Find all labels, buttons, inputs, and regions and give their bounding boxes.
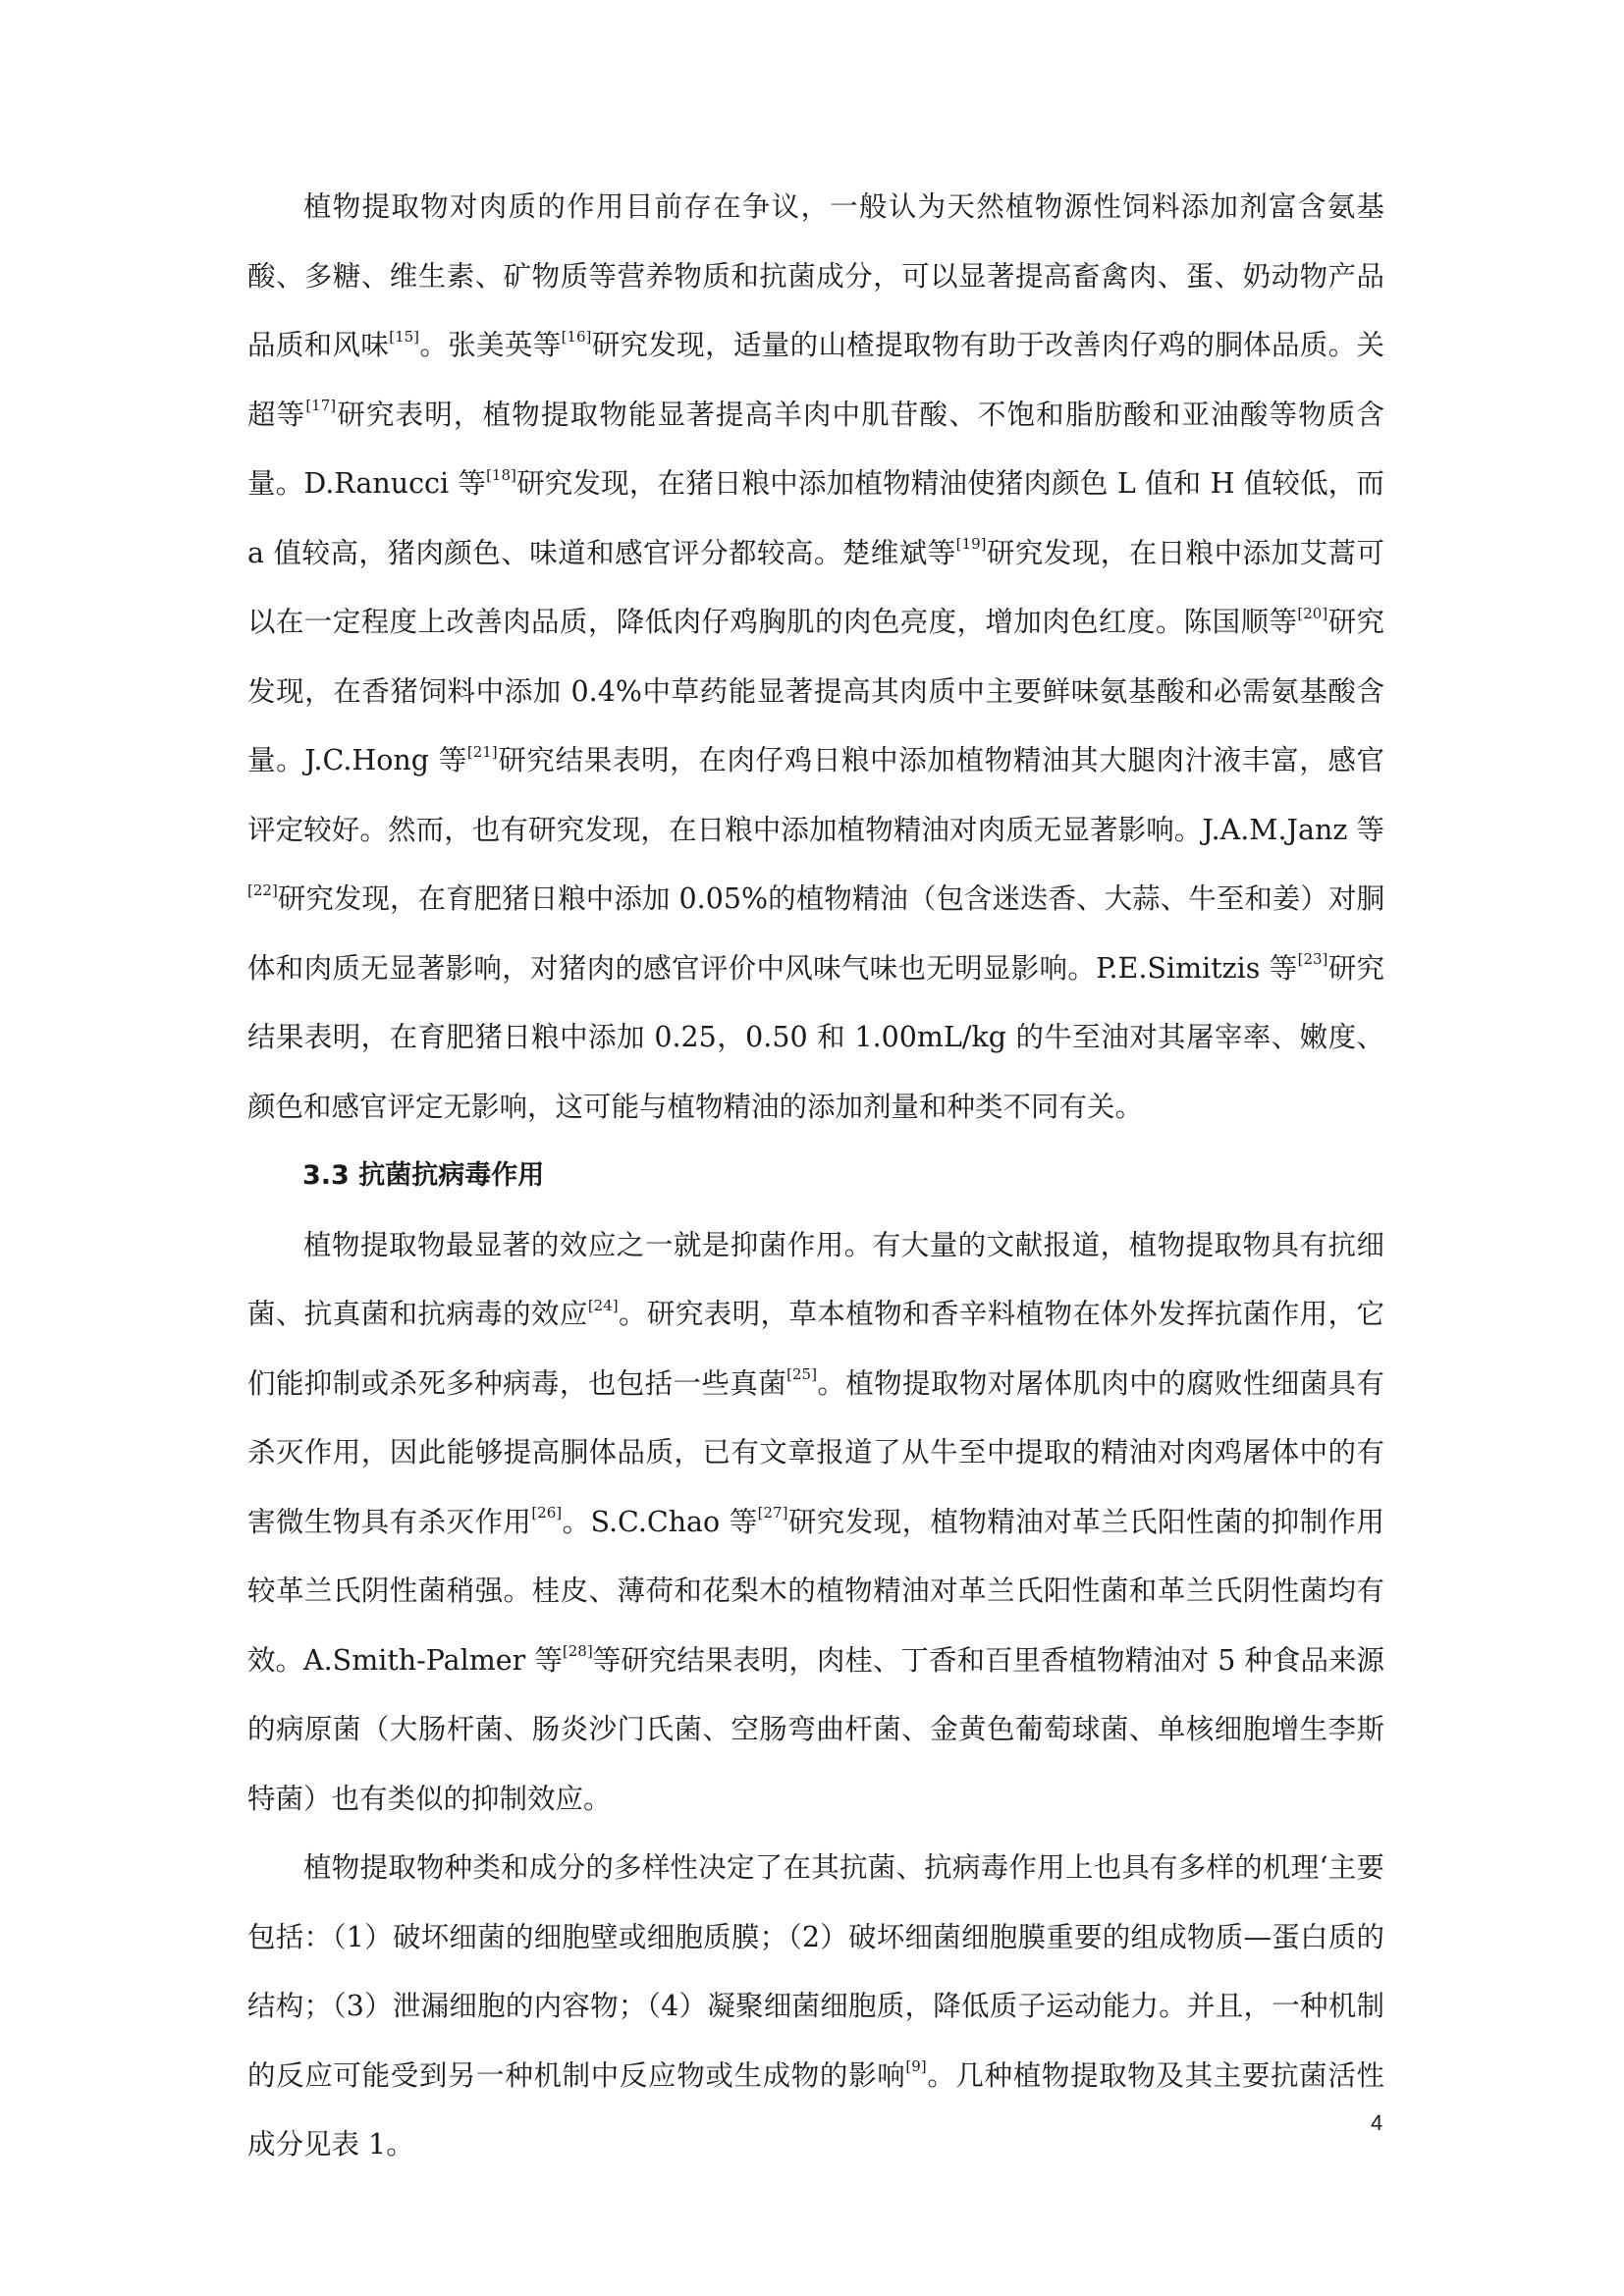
- text-run: 。S.C.Chao 等: [562, 1505, 758, 1538]
- text-run: 研究结果表明，在育肥猪日粮中添加 0.25，0.50 和 1.00mL/kg 的牛至油对其屠宰率、嫩度、颜色和感官评定无影响，这可能与植物精油的添加剂量和种类不同有关。: [247, 951, 1384, 1123]
- citation-ref: [9]: [905, 2057, 927, 2075]
- citation-ref: [18]: [486, 465, 516, 484]
- text-run: 研究发现，适量的山楂提取物有助于改善肉仔鸡的胴体品质。关超等: [247, 329, 1384, 431]
- document-body: [247, 173, 1384, 2180]
- citation-ref: [25]: [786, 1365, 817, 1383]
- text-run: 研究发现，在育肥猪日粮中添加 0.05%的植物精油（包含迷迭香、大蒜、牛至和姜）对胴体和肉质无显著影响，对猪肉的感官评价中风味气味也无明显影响。P.E.Simitzis 等: [247, 882, 1384, 985]
- text-run: 研究发现，在日粮中添加艾蒿可以在一定程度上改善肉品质，降低肉仔鸡胸肌的肉色亮度，增加肉色红度。陈国顺等: [247, 536, 1384, 638]
- text-run: 。植物提取物对屠体肌肉中的腐败性细菌具有杀灭作用，因此能够提高胴体品质，已有文章报道了从牛至中提取的精油对肉鸡屠体中的有害微生物具有杀灭作用: [247, 1366, 1384, 1538]
- citation-ref: [23]: [1297, 950, 1328, 968]
- citation-ref: [15]: [389, 327, 420, 346]
- text-run: 研究发现，植物精油对革兰氏阳性菌的抑制作用较革兰氏阴性菌稍强。桂皮、薄荷和花梨木的植物精油对革兰氏阳性菌和革兰氏阴性菌均有效。A.Smith-Palmer 等: [247, 1505, 1384, 1677]
- citation-ref: [19]: [955, 535, 987, 553]
- text-run: 研究表明，植物提取物能显著提高羊肉中肌苷酸、不饱和脂肪酸和亚油酸等物质含量。D.Ranucci 等: [247, 398, 1384, 500]
- section-heading: 3.3 抗菌抗病毒作用: [302, 1160, 545, 1191]
- citation-ref: [17]: [305, 397, 337, 414]
- text-run: 。几种植物提取物及其主要抗菌活性成分见表 1。: [247, 2058, 1384, 2161]
- citation-ref: [20]: [1297, 604, 1328, 622]
- text-run: 研究结果表明，在肉仔鸡日粮中添加植物精油其大腿肉汁液丰富，感官评定较好。然而，也有研究发现，在日粮中添加植物精油对肉质无显著影响。J.A.M.Janz 等: [247, 744, 1384, 846]
- text-run: 植物提取物最显著的效应之一就是抑菌作用。有大量的文献报道，植物提取物具有抗细菌、抗真菌和抗病毒的效应: [247, 1228, 1384, 1330]
- text-run: 。研究表明，草本植物和香辛料植物在体外发挥抗菌作用，它们能抑制或杀死多种病毒，也包括一些真菌: [247, 1298, 1384, 1400]
- text-run: 。张美英等: [419, 329, 562, 361]
- page-number: 4: [1371, 2110, 1383, 2135]
- citation-ref: [22]: [247, 881, 278, 899]
- text-run: 植物提取物对肉质的作用目前存在争议，一般认为天然植物源性饲料添加剂富含氨基酸、多糖、维生素、矿物质等营养物质和抗菌成分，可以显著提高畜禽肉、蛋、奶动物产品品质和风味: [247, 190, 1384, 361]
- citation-ref: [21]: [466, 742, 498, 761]
- paragraph-meat-quality: [247, 173, 1384, 1142]
- citation-ref: [26]: [531, 1504, 563, 1522]
- text-run: 研究发现，在香猪饲料中添加 0.4%中草药能显著提高其肉质中主要鲜味氨基酸和必需氨基酸含量。J.C.Hong 等: [247, 606, 1384, 776]
- citation-ref: [27]: [757, 1504, 788, 1522]
- text-run: 等研究结果表明，肉桂、丁香和百里香植物精油对 5 种食品来源的病原菌（大肠杆菌、肠炎沙门氏菌、空肠弯曲杆菌、金黄色葡萄球菌、单核细胞增生李斯特菌）也有类似的抑制效应。: [247, 1643, 1384, 1815]
- citation-ref: [28]: [562, 1642, 593, 1660]
- text-run: 研究发现，在猪日粮中添加植物精油使猪肉颜色 L 值和 H 值较低，而 a 值较高，猪肉颜色、味道和感官评分都较高。楚维斌等: [247, 467, 1384, 569]
- citation-ref: [16]: [561, 327, 592, 346]
- paragraph-antibacterial: [247, 1211, 1384, 1835]
- paragraph-mechanism: [247, 1834, 1384, 2180]
- citation-ref: [24]: [587, 1296, 619, 1314]
- text-run: 植物提取物种类和成分的多样性决定了在其抗菌、抗病毒作用上也具有多样的机理‘主要包括：（1）破坏细菌的细胞壁或细胞质膜；（2）破坏细菌细胞膜重要的组成物质—蛋白质的结构；（3）泄漏细胞的内容物；（4）凝聚细菌细胞质，降低质子运动能力。并且，一种机制的反应可能受到另一种机制中反应物或生成物的影响: [247, 1851, 1384, 2092]
